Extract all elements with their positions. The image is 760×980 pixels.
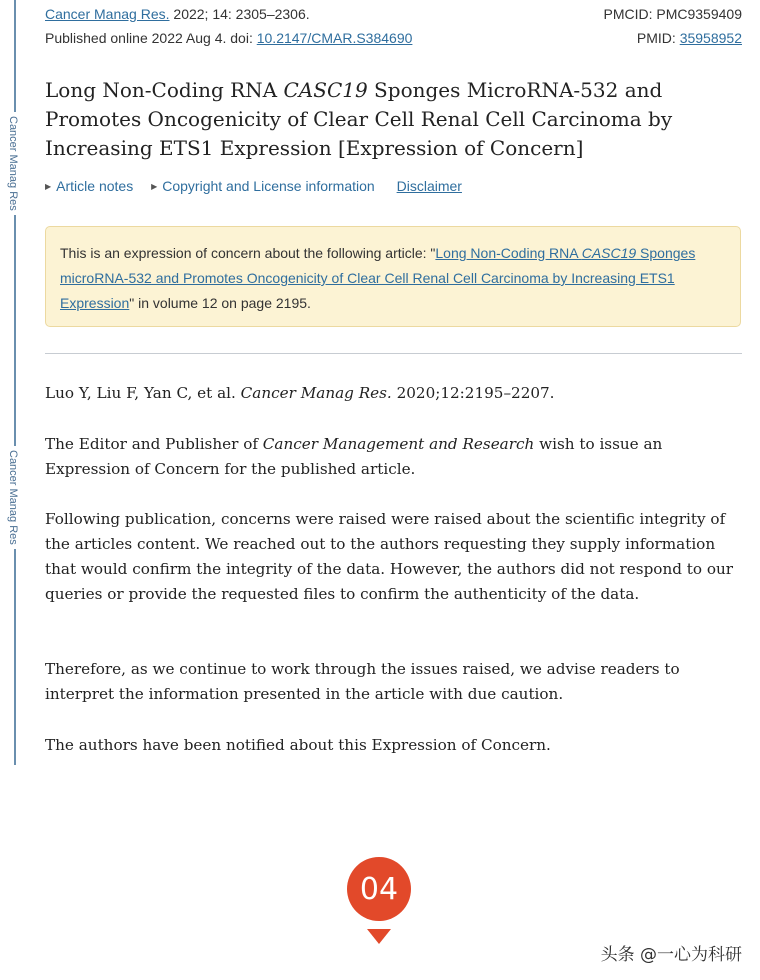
paragraph-concerns: Following publication, concerns were raised were raised about the scientific integrity of the articles content. We reached out to the authors requesting they supply information that would confirm the integrity of the data. However, the authors did not respond to our queries or provide the requested files to confirm the authenticity of the data. (45, 510, 734, 603)
pmcid: PMCID: PMC9359409 (603, 6, 742, 22)
pmid-link[interactable]: 35958952 (679, 30, 742, 46)
watermark: 头条 @一心为科研 (600, 945, 742, 965)
arrow-down-icon (367, 929, 391, 944)
divider (45, 353, 742, 354)
paragraph-editor: The Editor and Publisher of Cancer Management and Research wish to issue an Expression of Concern for the published article. (45, 435, 663, 478)
citation-row (45, 5, 742, 23)
rail-label: Cancer Manag Res (7, 112, 19, 215)
paragraph-notified: The authors have been notified about this Expression of Concern. (45, 736, 551, 754)
article-links (45, 178, 462, 194)
citation-text: 2022; 14: 2305–2306. (169, 6, 310, 22)
doi-link[interactable]: 10.2147/CMAR.S384690 (256, 30, 413, 46)
original-article-link[interactable]: Long Non-Coding RNA CASC19 Sponges microRNA-532 and Promotes Oncogenicity of Clear Cell Renal Cell Carcinoma by Increasing ETS1 Expression (60, 245, 696, 311)
triangle-right-icon: ▶ (45, 182, 52, 191)
concern-notice (45, 226, 741, 327)
article-title: Long Non-Coding RNA CASC19 Sponges MicroRNA-532 and Promotes Oncogenicity of Clear Cell Renal Cell Carcinoma by Increasing ETS1 Expression [Expression of Concern] (45, 78, 673, 160)
copyright-toggle[interactable]: ▶ Copyright and License information (151, 178, 375, 194)
triangle-right-icon: ▶ (151, 182, 158, 191)
disclaimer-link[interactable]: Disclaimer (396, 178, 462, 194)
concern-prefix: This is an expression of concern about the following article: " (60, 245, 436, 261)
gene-name: CASC19 (283, 78, 368, 102)
paragraph-caution: Therefore, as we continue to work through the issues raised, we advise readers to interpret the information presented in the article with due caution. (45, 660, 680, 703)
published-row (45, 29, 742, 47)
published-text: Published online 2022 Aug 4. doi: (45, 30, 257, 46)
pmid-label: PMID: (636, 30, 680, 46)
journal-link[interactable]: Cancer Manag Res. (45, 6, 170, 22)
article-notes-toggle[interactable]: ▶ Article notes (45, 178, 134, 194)
rail-label: Cancer Manag Res (7, 446, 19, 549)
pmid (637, 29, 742, 47)
concern-suffix: " in volume 12 on page 2195. (129, 295, 311, 311)
page-number-badge: 04 (347, 857, 411, 921)
reference-paragraph: Luo Y, Liu F, Yan C, et al. Cancer Manag Res. 2020;12:2195–2207. (45, 384, 555, 402)
